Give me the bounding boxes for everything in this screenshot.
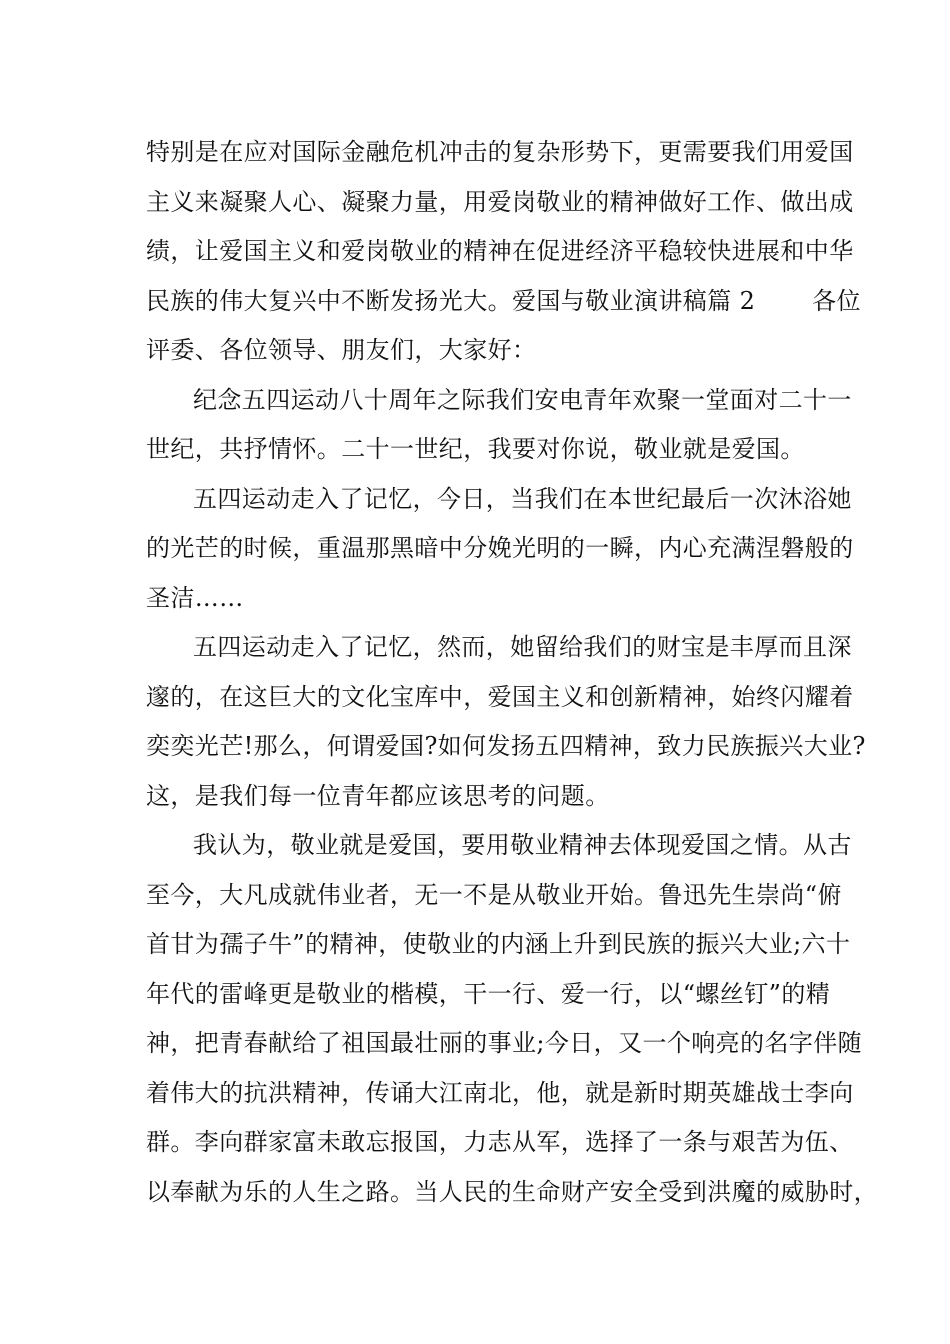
text-line: 邃的，在这巨大的文化宝库中，爱国主义和创新精神，始终闪耀着: [146, 682, 854, 711]
text-line: 首甘为孺子牛”的精神，使敬业的内涵上升到民族的振兴大业;六十: [146, 930, 851, 958]
text-line: 神，把青春献给了祖国最壮丽的事业;今日，又一个响亮的名字伴随: [146, 1029, 863, 1057]
text-line: 至今，大凡成就伟业者，无一不是从敬业开始。鲁迅先生崇尚“俯: [146, 880, 842, 909]
paragraph-first-line: 纪念五四运动八十周年之际我们安电青年欢聚一堂面对二十一: [193, 385, 852, 414]
text-line: 年代的雷峰更是敬业的楷模，干一行、爱一行，以“螺丝钉”的精: [146, 979, 831, 1008]
text-line: 着伟大的抗洪精神，传诵大江南北，他，就是新时期英雄战士李向: [146, 1078, 854, 1107]
paragraph-first-line: 五四运动走入了记忆，今日，当我们在本世纪最后一次沐浴她: [193, 484, 852, 513]
text-line: 特别是在应对国际金融危机冲击的复杂形势下，更需要我们用爱国: [146, 138, 854, 166]
text-line: 世纪，共抒情怀。二十一世纪，我要对你说，敬业就是爱国。: [146, 435, 805, 463]
text-line: 群。李向群家富未敢忘报国，力志从军，选择了一条与艰苦为伍、: [146, 1128, 854, 1156]
paragraph-first-line: 我认为，敬业就是爱国，要用敬业精神去体现爱国之情。从古: [193, 831, 852, 859]
body-text: [146, 128, 878, 1217]
text-line: 这，是我们每一位青年都应该思考的问题。: [146, 781, 610, 810]
text-line: 奕奕光芒!那么，何谓爱国?如何发扬五四精神，致力民族振兴大业?: [146, 732, 866, 760]
text-line: 民族的伟大复兴中不断发扬光大。爱国与敬业演讲稿篇 2 各位: [146, 286, 861, 315]
text-line: 以奉献为乐的人生之路。当人民的生命财产安全受到洪魔的威胁时，: [146, 1177, 878, 1206]
text-line: 评委、各位领导、朋友们，大家好：: [146, 336, 537, 364]
text-line: 绩，让爱国主义和爱岗敬业的精神在促进经济平稳较快进展和中华: [146, 237, 854, 265]
text-line: 主义来凝聚人心、凝聚力量，用爱岗敬业的精神做好工作、做出成: [146, 187, 854, 216]
text-line: 的光芒的时候，重温那黑暗中分娩光明的一瞬，内心充满涅磐般的: [146, 534, 854, 562]
paragraph-first-line: 五四运动走入了记忆，然而，她留给我们的财宝是丰厚而且深: [193, 633, 852, 661]
text-line: 圣洁……: [146, 583, 244, 612]
